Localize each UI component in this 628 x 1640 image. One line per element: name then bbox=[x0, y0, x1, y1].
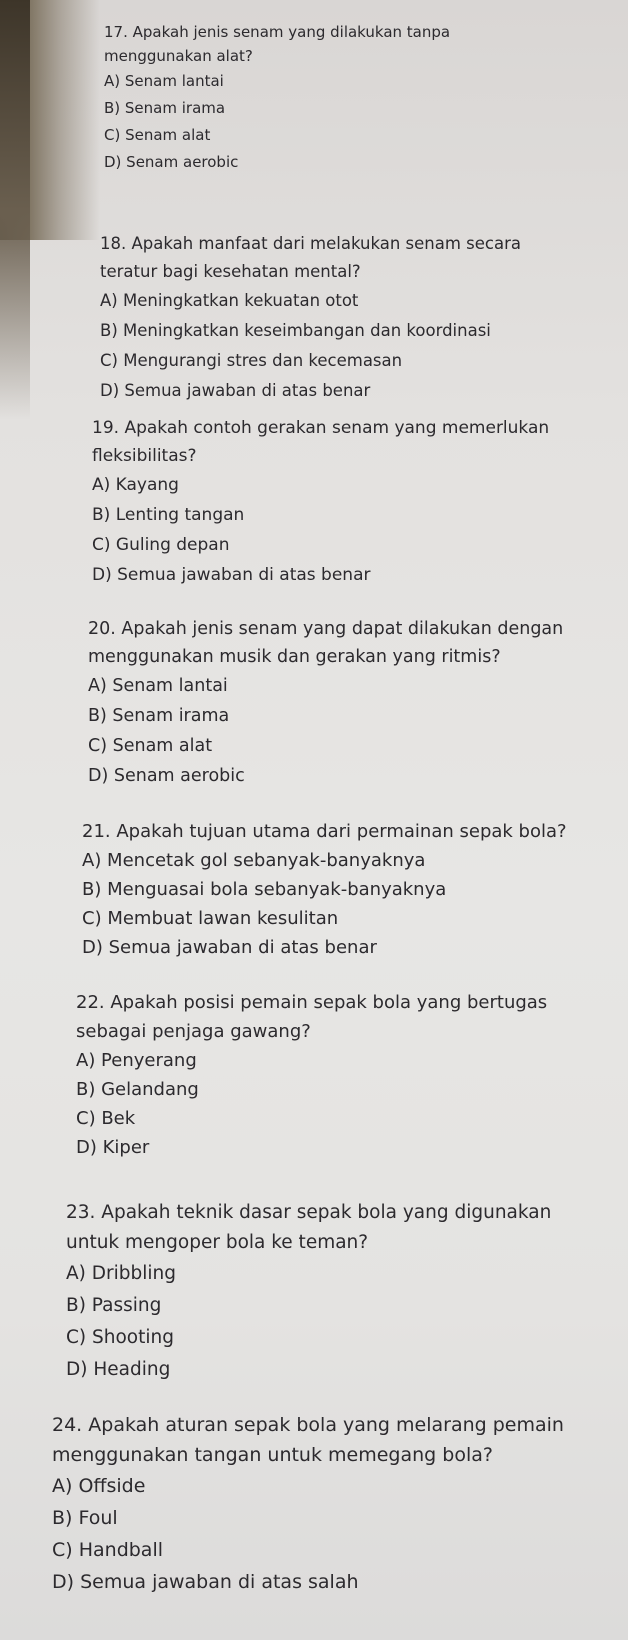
question-stem: sebagai penjaga gawang? bbox=[76, 1021, 311, 1042]
option-b: B) Senam irama bbox=[88, 706, 230, 726]
question-stem: 24. Apakah aturan sepak bola yang melarang pemain bbox=[52, 1414, 564, 1436]
question-stem: 21. Apakah tujuan utama dari permainan sepak bola? bbox=[82, 821, 567, 842]
question-21 bbox=[82, 818, 567, 962]
option-d: D) Senam aerobic bbox=[104, 153, 239, 171]
question-18 bbox=[100, 230, 521, 406]
option-c: C) Senam alat bbox=[88, 736, 213, 756]
question-stem: 23. Apakah teknik dasar sepak bola yang digunakan bbox=[66, 1202, 552, 1223]
option-b: B) Meningkatkan keseimbangan dan koordinasi bbox=[100, 321, 491, 340]
question-stem: menggunakan alat? bbox=[104, 47, 253, 65]
option-a: A) Kayang bbox=[92, 475, 179, 495]
question-stem: fleksibilitas? bbox=[92, 446, 197, 466]
option-b: B) Foul bbox=[52, 1507, 118, 1529]
option-b: B) Gelandang bbox=[76, 1079, 199, 1100]
question-19 bbox=[92, 414, 549, 590]
option-d: D) Semua jawaban di atas benar bbox=[92, 565, 371, 585]
option-c: C) Senam alat bbox=[104, 126, 211, 144]
option-b: B) Menguasai bola sebanyak-banyaknya bbox=[82, 879, 447, 900]
question-23 bbox=[66, 1198, 551, 1386]
option-d: D) Semua jawaban di atas benar bbox=[82, 937, 377, 958]
option-a: A) Dribbling bbox=[66, 1263, 176, 1284]
question-stem: 17. Apakah jenis senam yang dilakukan tanpa bbox=[104, 23, 451, 41]
option-a: A) Mencetak gol sebanyak-banyaknya bbox=[82, 850, 426, 871]
option-c: C) Mengurangi stres dan kecemasan bbox=[100, 351, 403, 370]
option-d: D) Kiper bbox=[76, 1137, 150, 1158]
question-stem: 18. Apakah manfaat dari melakukan senam secara bbox=[100, 234, 521, 253]
question-stem: 22. Apakah posisi pemain sepak bola yang bertugas bbox=[76, 992, 548, 1013]
question-20 bbox=[88, 615, 563, 791]
option-d: D) Senam aerobic bbox=[88, 766, 245, 786]
option-c: C) Handball bbox=[52, 1539, 164, 1561]
question-stem: 20. Apakah jenis senam yang dapat dilakukan dengan bbox=[88, 619, 564, 639]
option-a: A) Penyerang bbox=[76, 1050, 197, 1071]
option-a: A) Senam lantai bbox=[88, 676, 228, 696]
option-c: C) Membuat lawan kesulitan bbox=[82, 908, 339, 929]
question-stem: menggunakan musik dan gerakan yang ritmis? bbox=[88, 647, 501, 667]
option-b: B) Lenting tangan bbox=[92, 505, 245, 525]
question-24 bbox=[52, 1410, 564, 1598]
question-stem: 19. Apakah contoh gerakan senam yang memerlukan bbox=[92, 418, 550, 438]
option-a: A) Senam lantai bbox=[104, 72, 224, 90]
question-stem: untuk mengoper bola ke teman? bbox=[66, 1232, 369, 1253]
question-stem: teratur bagi kesehatan mental? bbox=[100, 262, 361, 281]
option-d: D) Semua jawaban di atas salah bbox=[52, 1571, 359, 1593]
question-17 bbox=[104, 20, 450, 176]
option-a: A) Offside bbox=[52, 1475, 146, 1497]
option-c: C) Shooting bbox=[66, 1327, 174, 1348]
option-a: A) Meningkatkan kekuatan otot bbox=[100, 291, 359, 310]
option-c: C) Guling depan bbox=[92, 535, 230, 555]
option-d: D) Heading bbox=[66, 1359, 171, 1380]
option-b: B) Passing bbox=[66, 1295, 162, 1316]
option-d: D) Semua jawaban di atas benar bbox=[100, 381, 371, 400]
option-b: B) Senam irama bbox=[104, 99, 226, 117]
question-22 bbox=[76, 988, 547, 1162]
question-stem: menggunakan tangan untuk memegang bola? bbox=[52, 1444, 493, 1466]
option-c: C) Bek bbox=[76, 1108, 136, 1129]
